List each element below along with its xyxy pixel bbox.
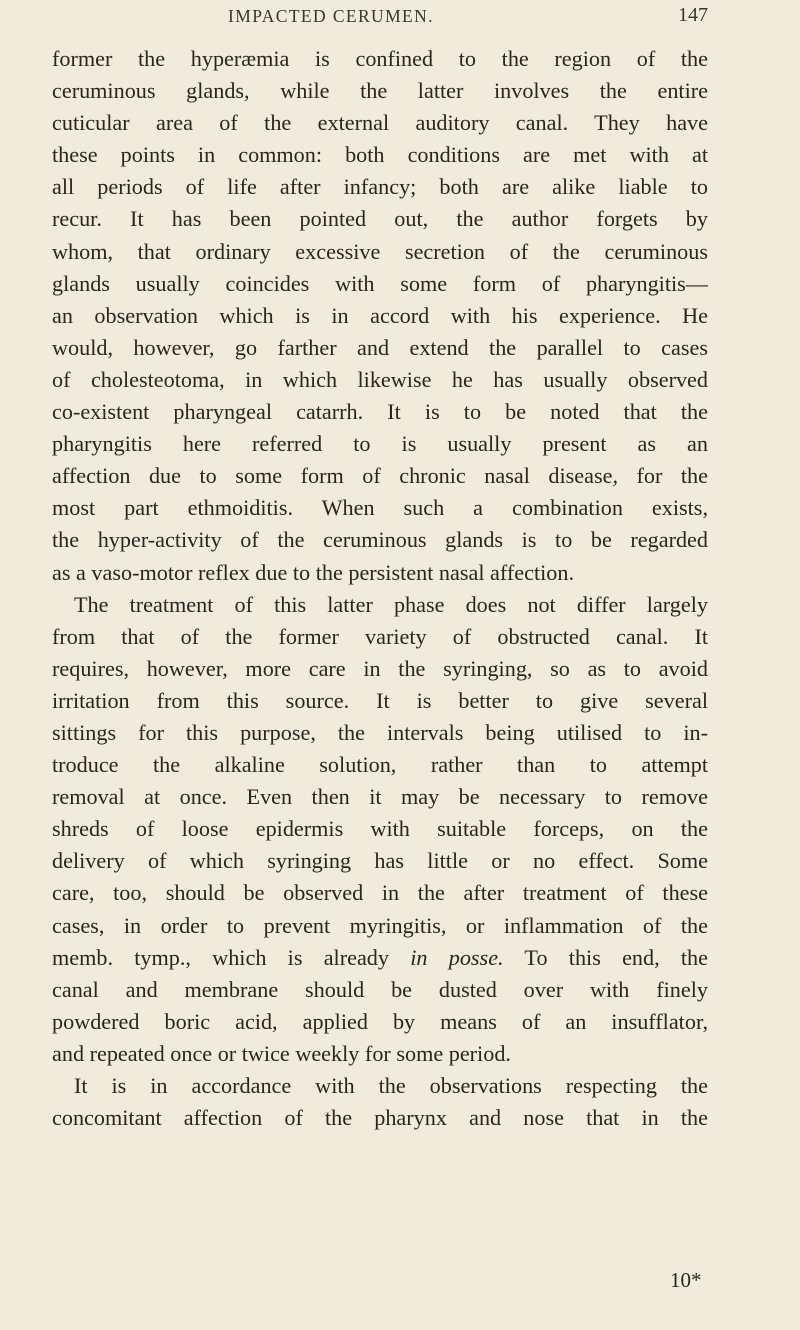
text-line: cases, in order to prevent myringitis, or inflammation of the [52,912,708,938]
text-fragment: To this end, the [503,944,709,970]
text-line-with-italic [52,942,708,974]
text-line: and repeated once or twice weekly for some period. [52,1040,511,1066]
text-line: from that of the former variety of obstructed canal. It [52,623,708,649]
signature-mark: 10* [670,1268,702,1292]
text-line: ceruminous glands, while the latter involves the entire [52,78,708,104]
text-line: glands usually coincides with some form of pharyngitis— [52,270,708,296]
text-line: former the hyperæmia is confined to the region of the [52,46,708,71]
running-title: IMPACTED CERUMEN. [228,6,434,26]
text-line: all periods of life after infancy; both are alike liable to [52,174,708,200]
text-line: pharyngitis here referred to is usually present as an [52,431,708,457]
text-line: concomitant affection of the pharynx and nose that in the [52,1105,708,1131]
text-line: of cholesteotoma, in which likewise he has usually observed [52,366,708,392]
text-line: irritation from this source. It is better to give several [52,687,708,713]
text-line: care, too, should be observed in the after treatment of these [52,880,708,906]
text-fragment: memb. tymp., which is already [52,944,411,970]
text-line: troduce the alkaline solution, rather than to attempt [52,752,708,778]
text-line: sittings for this purpose, the intervals being utilised to in- [52,719,708,745]
text-line: whom, that ordinary excessive secretion of the ceruminous [52,238,708,264]
text-line: shreds of loose epidermis with suitable forceps, on the [52,816,708,842]
text-line: the hyper-activity of the ceruminous glands is to be regarded [52,527,708,553]
text-line: It is in accordance with the observations respecting the [74,1073,708,1098]
text-line: as a vaso-motor reflex due to the persistent nasal affection. [52,559,575,585]
italic-phrase: in posse. [410,944,504,970]
text-line: these points in common: both conditions are met with at [52,142,708,168]
body-text [52,43,708,1134]
text-line: recur. It has been pointed out, the author forgets by [52,206,708,232]
text-line: The treatment of this latter phase does not differ largely [74,591,708,617]
text-line: an observation which is in accord with his experience. He [52,302,708,328]
text-line: affection due to some form of chronic nasal disease, for the [52,463,708,489]
text-line: would, however, go farther and extend the parallel to cases [52,334,708,360]
page-header [168,0,708,30]
text-line: cuticular area of the external auditory canal. They have [52,110,708,136]
text-line: removal at once. Even then it may be necessary to remove [52,784,708,810]
text-line: powdered boric acid, applied by means of an insufflator, [52,1008,708,1034]
page-number: 147 [678,4,708,26]
text-line: most part ethmoiditis. When such a combination exists, [52,495,708,521]
text-line: canal and membrane should be dusted over with finely [52,976,708,1002]
text-line: co-existent pharyngeal catarrh. It is to be noted that the [52,399,708,425]
text-line: delivery of which syringing has little or no effect. Some [52,848,708,874]
text-line: requires, however, more care in the syringing, so as to avoid [52,655,708,681]
